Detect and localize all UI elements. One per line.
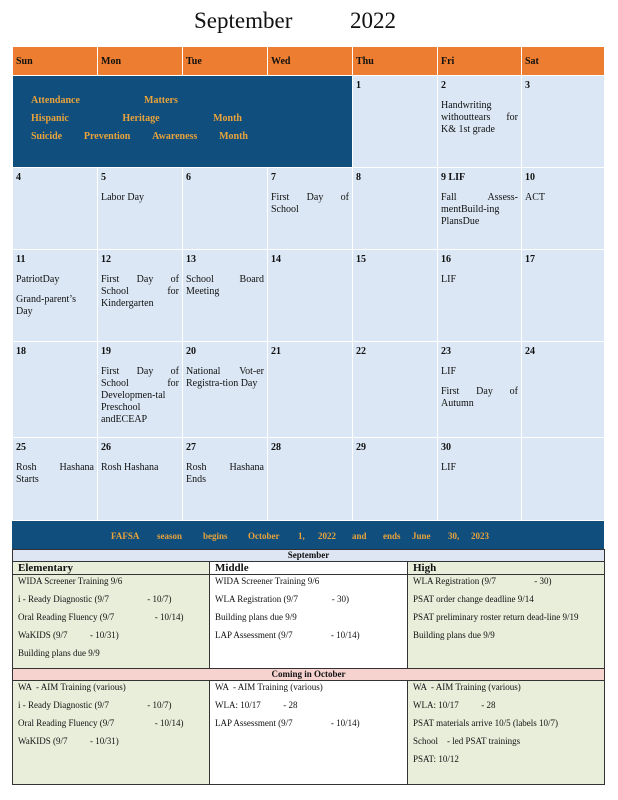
day-cell [13,438,98,521]
day-cell [522,76,605,168]
assessment-item: PSAT: 10/12 [413,754,459,764]
assessment-item: WLA: 10/17 - 28 [413,700,496,710]
calendar-event: First Day of School for Kindergarten [101,274,179,309]
calendar-event: LIF [441,366,456,377]
month-title: September [194,8,293,33]
weekday-header-row [13,47,605,76]
day-number: 16 [441,254,451,265]
day-cell [13,168,98,250]
day-number: 30 [441,442,451,453]
day-cell [98,168,183,250]
assessment-item: Building plans due 9/9 [413,630,495,640]
day-number: 13 [186,254,196,265]
year-title: 2022 [350,8,396,33]
assessment-item: Oral Reading Fluency (9/7 - 10/14) [18,718,184,728]
banner-line: Hispanic Heritage Month [31,113,242,124]
assessment-item: WIDA Screener Training 9/6 [18,576,123,586]
assessment-item: PSAT order change deadline 9/14 [413,594,534,604]
day-cell [438,250,522,342]
assessment-item: PSAT preliminary roster return dead-line 9/19 [413,612,579,622]
day-cell [353,76,438,168]
day-cell [13,250,98,342]
october-section-label: Coming in October [13,669,605,681]
september-high-list [408,575,605,669]
day-number: 9 LIF [441,172,466,183]
day-cell [268,438,353,521]
weekday-tue: Tue [183,47,268,76]
day-cell [183,342,268,438]
day-number: 12 [101,254,111,265]
day-cell [183,250,268,342]
september-section-label: September [13,550,605,562]
calendar-event: LIF [441,274,456,285]
day-cell [353,250,438,342]
weekday-sun: Sun [13,47,98,76]
calendar-event: ACT [525,192,545,203]
assessment-item: WIDA Screener Training 9/6 [215,576,320,586]
day-cell [353,342,438,438]
elementary-header: Elementary [13,562,210,575]
day-number: 3 [525,80,530,91]
day-number: 2 [441,80,446,91]
calendar-event: Rosh Hashana Ends [186,462,264,485]
assessment-item: Oral Reading Fluency (9/7 - 10/14) [18,612,184,622]
day-number: 25 [16,442,26,453]
assessment-item: WLA: 10/17 - 28 [215,700,298,710]
assessment-item: WA - AIM Training (various) [413,682,521,692]
week-row [13,76,605,168]
day-number: 27 [186,442,196,453]
fafsa-banner: FAFSA season begins October 1, 2022 and ends June 30, 2023 [12,521,604,549]
assessment-item: LAP Assessment (9/7 - 10/14) [215,630,360,640]
day-cell [522,438,605,521]
week-row [13,168,605,250]
day-number: 10 [525,172,535,183]
high-header: High [408,562,605,575]
day-cell [183,168,268,250]
day-cell [522,168,605,250]
october-middle-list [210,681,408,785]
calendar-event: First Day of School [271,192,349,215]
week-row [13,438,605,521]
day-cell [522,250,605,342]
day-number: 23 [441,346,451,357]
calendar-event: Rosh Hashana Starts [16,462,94,485]
day-cell [353,438,438,521]
day-cell [353,168,438,250]
day-number: 5 [101,172,106,183]
assessment-item: i - Ready Diagnostic (9/7 - 10/7) [18,700,172,710]
weekday-fri: Fri [438,47,522,76]
day-number: 4 [16,172,21,183]
day-number: 22 [356,346,366,357]
day-cell [438,438,522,521]
assessment-item: i - Ready Diagnostic (9/7 - 10/7) [18,594,172,604]
day-number: 15 [356,254,366,265]
day-cell [268,342,353,438]
awareness-banner [13,76,353,168]
day-number: 21 [271,346,281,357]
day-cell [438,342,522,438]
september-elementary-list [13,575,210,669]
assessment-item: WA - AIM Training (various) [18,682,126,692]
day-number [522,438,604,456]
assessment-item: Building plans due 9/9 [18,648,100,658]
day-number: 18 [16,346,26,357]
day-number: 1 [356,80,361,91]
day-cell [98,342,183,438]
day-cell [522,342,605,438]
day-number: 29 [356,442,366,453]
calendar-event: LIF [441,462,456,473]
weekday-thu: Thu [353,47,438,76]
day-number: 19 [101,346,111,357]
assessment-item: LAP Assessment (9/7 - 10/14) [215,718,360,728]
october-elementary-list [13,681,210,785]
day-cell [13,342,98,438]
day-cell [438,168,522,250]
day-number: 17 [525,254,535,265]
week-row [13,342,605,438]
assessment-item: WaKIDS (9/7 - 10/31) [18,736,119,746]
calendar-event: PatriotDay [16,274,60,285]
day-number: 8 [356,172,361,183]
assessment-item: PSAT materials arrive 10/5 (labels 10/7) [413,718,559,728]
day-cell [268,168,353,250]
calendar-grid [12,46,605,521]
calendar-event: First Day of Autumn [441,386,518,409]
calendar-event: Fall Assess-mentBuild-ing PlansDue [441,192,518,227]
day-cell [438,76,522,168]
day-number: 26 [101,442,111,453]
assessment-item: WLA Registration (9/7 - 30) [413,576,552,586]
day-cell [183,438,268,521]
day-number: 14 [271,254,281,265]
calendar-event: School Board Meeting [186,274,264,297]
calendar-event: First Day of School for Developmen-tal Preschool andECEAP [101,366,179,425]
calendar-event: Rosh Hashana [101,462,159,473]
banner-line: Attendance Matters [31,95,178,106]
calendar-event: National Vot-er Registra-tion Day [186,366,264,389]
assessment-item: WaKIDS (9/7 - 10/31) [18,630,119,640]
day-cell [268,250,353,342]
assessment-item: WLA Registration (9/7 - 30) [215,594,349,604]
week-row [13,250,605,342]
banner-line: Suicide Prevention Awareness Month [31,131,248,142]
day-cell [98,250,183,342]
calendar-event: Labor Day [101,192,145,203]
day-number: 24 [525,346,535,357]
calendar-event: Grand-parent’s Day [16,294,76,317]
assessment-item: School - led PSAT trainings [413,736,521,746]
day-number: 7 [271,172,276,183]
day-number: 28 [271,442,281,453]
weekday-wed: Wed [268,47,353,76]
day-number: 11 [16,254,26,265]
assessment-item: Building plans due 9/9 [215,612,297,622]
assessment-table [12,549,605,785]
day-cell [98,438,183,521]
october-high-list [408,681,605,785]
middle-header: Middle [210,562,408,575]
weekday-sat: Sat [522,47,605,76]
calendar-title [0,8,618,38]
september-middle-list [210,575,408,669]
weekday-mon: Mon [98,47,183,76]
assessment-item: WA - AIM Training (various) [215,682,323,692]
calendar-event: Handwriting withouttears for K& 1st grade [441,100,518,135]
day-number: 6 [186,172,191,183]
day-number: 20 [186,346,196,357]
